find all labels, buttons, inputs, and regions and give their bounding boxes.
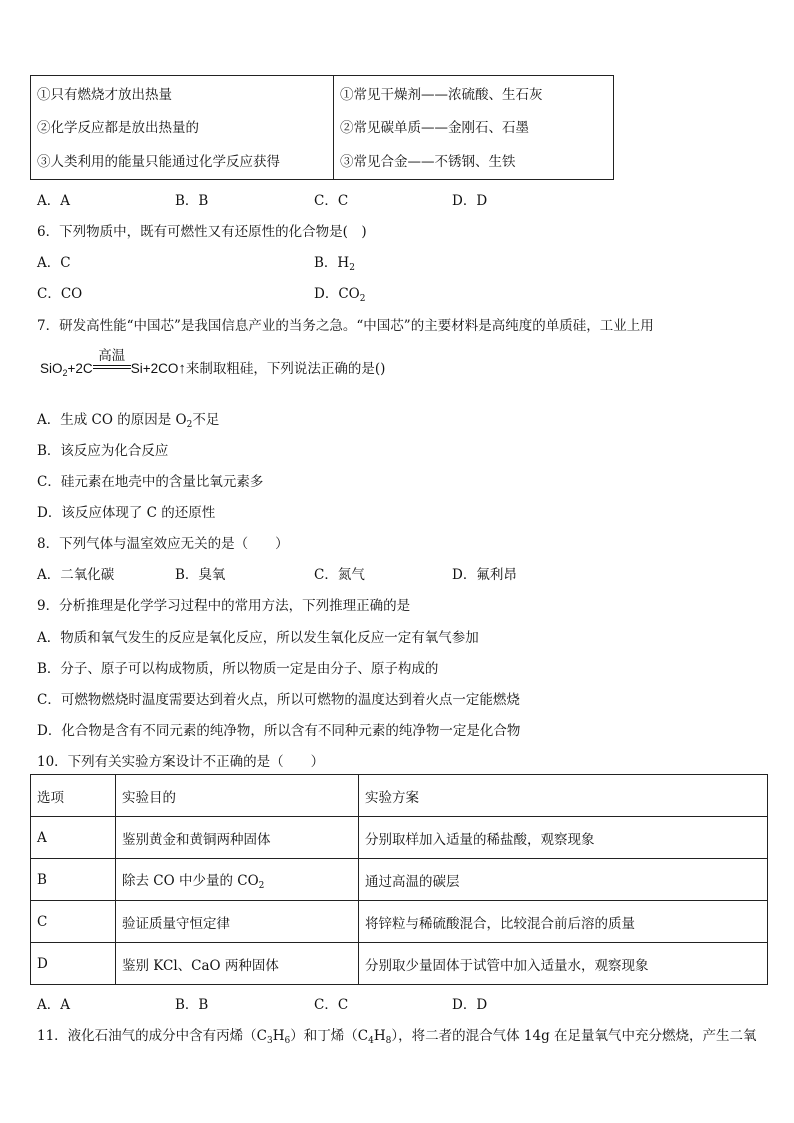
eq-condition-wrap: [93, 344, 131, 369]
q5-option-a: A．A: [37, 193, 70, 209]
q7-equation: SiO$_2$+2C 高温 Si+2CO↑来制取粗硅，下列说法正确的是(): [40, 344, 385, 374]
table-row: [31, 859, 768, 901]
q9-option-a: A．物质和氧气发生的反应是氧化反应，所以发生氧化反应一定有氧气参加: [37, 630, 479, 646]
q10-row-plan: 通过高温的碳层: [359, 859, 768, 901]
q6-option-b: B．$H_2$: [314, 255, 355, 273]
q8-option-b: B．臭氧: [175, 567, 226, 583]
q9-option-c: C．可燃物燃烧时温度需要达到着火点，所以可燃物的温度达到着火点一定能燃烧: [37, 692, 520, 708]
q10-header-goal: 实验目的: [116, 775, 359, 817]
q11-stem: 11．液化石油气的成分中含有丙烯$(C_3H_6)$和丁烯$(C_4H_8)$，将二者的混合气体 14g 在足量氧气中充分燃烧，产生二氧: [37, 1028, 757, 1046]
q10-stem: 10．下列有关实验方案设计不正确的是（ ）: [37, 754, 325, 770]
q7-option-a: A．生成 CO 的原因是 $O_2$不足: [37, 412, 220, 430]
q6-stem: 6．下列物质中，既有可燃性又有还原性的化合物是( ): [37, 224, 367, 240]
q10-option-c: C．C: [314, 997, 349, 1013]
q5-left-1: ①只有燃烧才放出热量: [31, 76, 334, 111]
q8-option-a: A．二氧化碳: [37, 567, 115, 583]
q5-right-3: ③常见合金——不锈钢、生铁: [334, 142, 614, 180]
eq-left: SiO$_2$+2C: [40, 361, 93, 378]
q9-stem: 9．分析推理是化学学习过程中的常用方法，下列推理正确的是: [37, 598, 411, 614]
q10-row-plan: 分别取样加入适量的稀盐酸，观察现象: [359, 817, 768, 859]
table-row: [31, 817, 768, 859]
q10-row-plan: 分别取少量固体于试管中加入适量水，观察现象: [359, 943, 768, 985]
q5-option-d: D．D: [452, 193, 488, 209]
q6-option-a: A．C: [37, 255, 71, 271]
q10-row-goal: 鉴别黄金和黄铜两种固体: [116, 817, 359, 859]
eq-condition: 高温: [98, 348, 126, 364]
q10-header-plan: 实验方案: [359, 775, 768, 817]
q10-table: [30, 774, 768, 985]
q7-stem: 7．研发高性能“中国芯”是我国信息产业的当务之急。“中国芯”的主要材料是高纯度的单质硅，工业上用: [37, 318, 654, 334]
q9-option-d: D．化合物是含有不同元素的纯净物，所以含有不同种元素的纯净物一定是化合物: [37, 723, 521, 739]
q8-option-d: D．氟利昂: [452, 567, 517, 583]
q8-stem: 8．下列气体与温室效应无关的是（ ）: [37, 536, 289, 552]
q6-option-d: D．$CO_2$: [314, 286, 366, 304]
q5-right-1: ①常见干燥剂——浓硫酸、生石灰: [334, 76, 614, 111]
q10-row-opt: A: [31, 817, 116, 859]
q10-row-goal: 验证质量守恒定律: [116, 901, 359, 943]
q10-row-opt: B: [31, 859, 116, 901]
q10-row-plan: 将锌粒与稀硫酸混合，比较混合前后溶的质量: [359, 901, 768, 943]
q7-option-c: C．硅元素在地壳中的含量比氧元素多: [37, 474, 264, 490]
eq-double-line: [93, 365, 131, 369]
q5-table: [30, 75, 614, 180]
q7-option-d: D．该反应体现了 C 的还原性: [37, 505, 216, 521]
table-row: [31, 901, 768, 943]
q5-left-2: ②化学反应都是放出热量的: [31, 111, 334, 142]
q10-header-option: 选项: [31, 775, 116, 817]
q5-right-2: ②常见碳单质——金刚石、石墨: [334, 111, 614, 142]
q10-option-b: B．B: [175, 997, 209, 1013]
table-row: [31, 943, 768, 985]
q7-option-b: B．该反应为化合反应: [37, 443, 169, 459]
q8-option-c: C．氮气: [314, 567, 365, 583]
q5-option-c: C．C: [314, 193, 349, 209]
q9-option-b: B．分子、原子可以构成物质，所以物质一定是由分子、原子构成的: [37, 661, 439, 677]
q10-row-goal: 鉴别 KCl、CaO 两种固体: [116, 943, 359, 985]
q10-row-goal: 除去 CO 中少量的 $CO_2$: [116, 859, 359, 901]
q10-row-opt: D: [31, 943, 116, 985]
q10-row-opt: C: [31, 901, 116, 943]
q10-option-d: D．D: [452, 997, 488, 1013]
q5-left-3: ③人类利用的能量只能通过化学反应获得: [31, 142, 334, 180]
q6-option-c: C．CO: [37, 286, 83, 302]
q10-option-a: A．A: [37, 997, 70, 1013]
q5-option-b: B．B: [175, 193, 209, 209]
